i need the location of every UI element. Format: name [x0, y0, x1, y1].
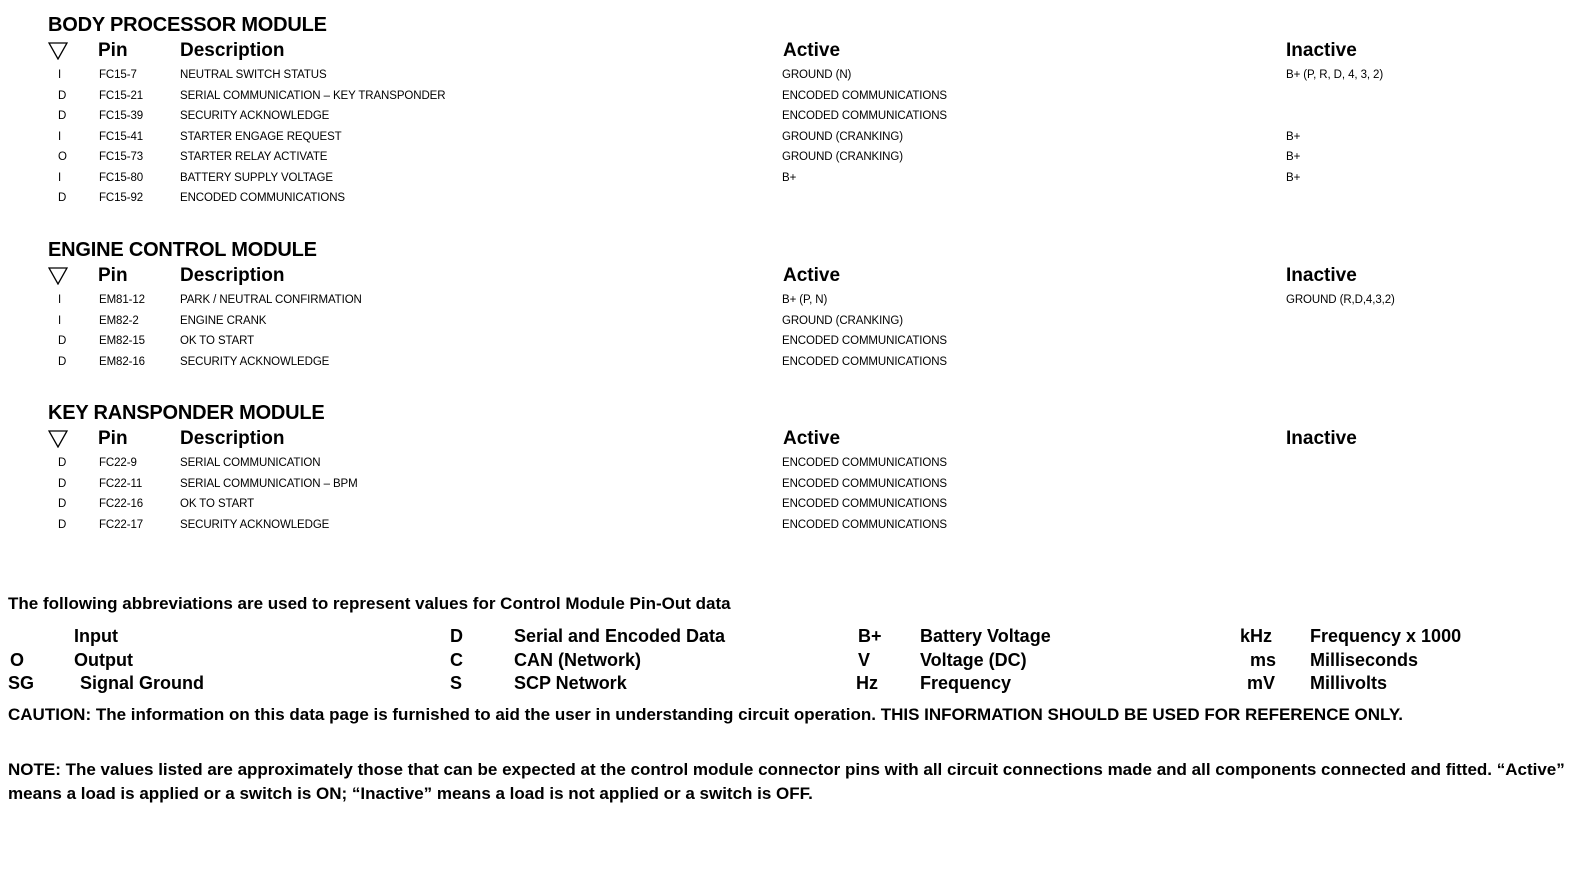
table-row: [48, 516, 1538, 537]
table-header: [48, 426, 1538, 454]
module-engine-control: [48, 237, 1538, 373]
pin-type: D: [58, 355, 67, 368]
active-value: GROUND (N): [782, 69, 852, 81]
abbr-code: kHz: [1240, 626, 1273, 646]
pin-number: FC22-11: [99, 477, 143, 490]
table-row: [48, 128, 1538, 149]
table-body: [48, 454, 1538, 536]
table-row: [48, 107, 1538, 128]
pin-description: STARTER RELAY ACTIVATE: [180, 151, 328, 163]
abbr-code: D: [450, 626, 463, 646]
table-row: [48, 291, 1538, 312]
active-value: ENCODED COMMUNICATIONS: [782, 477, 947, 490]
triangle-icon: [48, 42, 68, 60]
abbr-meaning: Output: [74, 650, 133, 670]
pin-description: SERIAL COMMUNICATION – KEY TRANSPONDER: [180, 89, 446, 102]
module-title: KEY RANSPONDER MODULE: [48, 402, 325, 424]
header-active: Active: [783, 40, 841, 61]
table-row: [48, 148, 1538, 169]
active-value: ENCODED COMMUNICATIONS: [782, 335, 947, 347]
header-inactive: Inactive: [1286, 265, 1357, 286]
caution-text: CAUTION: The information on this data page is furnished to aid the user in understanding circuit operation. THIS INFORMATION SHOULD BE USED FOR REFERENCE ONLY.: [8, 705, 1404, 724]
active-value: ENCODED COMMUNICATIONS: [782, 498, 947, 510]
pin-number: EM81-12: [99, 294, 145, 306]
table-row: [48, 189, 1538, 210]
pin-type: I: [58, 171, 62, 184]
pin-number: FC15-39: [99, 110, 144, 122]
active-value: ENCODED COMMUNICATIONS: [782, 355, 947, 368]
pin-type: D: [58, 457, 67, 469]
abbreviations-intro: The following abbreviations are used to represent values for Control Module Pin-Out data: [8, 594, 731, 613]
table-row: [48, 353, 1538, 374]
pin-number: EM82-15: [99, 335, 145, 347]
pin-type: D: [58, 335, 67, 347]
header-pin: Pin: [98, 428, 128, 449]
pin-description: BATTERY SUPPLY VOLTAGE: [180, 171, 333, 184]
pin-description: SECURITY ACKNOWLEDGE: [180, 518, 330, 531]
abbr-code: O: [10, 650, 25, 670]
pin-type: D: [58, 477, 67, 490]
abbr-meaning: Frequency: [920, 673, 1012, 693]
pin-number: FC15-7: [99, 69, 137, 81]
table-row: [48, 87, 1538, 108]
abbr-meaning: Frequency x 1000: [1310, 626, 1462, 646]
pin-number: EM82-2: [99, 314, 139, 327]
abbr-code: C: [450, 650, 463, 670]
pin-number: FC15-73: [99, 151, 144, 163]
pin-description: OK TO START: [180, 335, 255, 347]
abbr-meaning: Voltage (DC): [920, 650, 1027, 670]
pin-number: FC15-41: [99, 130, 144, 143]
abbr-code: Hz: [856, 673, 878, 693]
active-value: ENCODED COMMUNICATIONS: [782, 457, 947, 469]
pin-description: SECURITY ACKNOWLEDGE: [180, 355, 330, 368]
abbr-code: S: [450, 673, 463, 693]
abbr-meaning: SCP Network: [514, 673, 627, 693]
table-row: [48, 169, 1538, 190]
abbr-code: SG: [8, 673, 35, 693]
pin-type: D: [58, 89, 67, 102]
module-key-transponder: [48, 400, 1538, 536]
pin-number: FC22-17: [99, 518, 144, 531]
active-value: GROUND (CRANKING): [782, 314, 903, 327]
pin-description: OK TO START: [180, 498, 255, 510]
abbr-code: B+: [858, 626, 882, 646]
header-active: Active: [783, 265, 841, 286]
pin-description: SECURITY ACKNOWLEDGE: [180, 110, 330, 122]
abbr-code: ms: [1250, 650, 1277, 670]
pin-type: D: [58, 498, 67, 510]
table-row: [48, 475, 1538, 496]
table-header: [48, 263, 1538, 291]
abbr-meaning: Battery Voltage: [920, 626, 1051, 646]
abbr-meaning: Signal Ground: [80, 673, 204, 693]
header-active: Active: [783, 428, 841, 449]
inactive-value: B+: [1286, 130, 1301, 143]
table-row: [48, 454, 1538, 475]
abbr-code: V: [858, 650, 871, 670]
module-title: BODY PROCESSOR MODULE: [48, 14, 327, 36]
inactive-value: B+: [1286, 171, 1301, 184]
table-header: [48, 38, 1538, 66]
header-inactive: Inactive: [1286, 40, 1357, 61]
abbr-code: mV: [1247, 673, 1276, 693]
module-title: ENGINE CONTROL MODULE: [48, 239, 317, 261]
triangle-icon: [48, 267, 68, 285]
pin-number: FC22-16: [99, 498, 144, 510]
table-body: [48, 291, 1538, 373]
pin-type: I: [58, 294, 62, 306]
pin-description: ENCODED COMMUNICATIONS: [180, 192, 345, 204]
pin-type: O: [58, 151, 67, 163]
header-description: Description: [180, 265, 285, 286]
pin-description: STARTER ENGAGE REQUEST: [180, 130, 342, 143]
pin-number: EM82-16: [99, 355, 145, 368]
table-body: [48, 66, 1538, 210]
abbr-meaning: Milliseconds: [1310, 650, 1419, 670]
active-value: GROUND (CRANKING): [782, 151, 903, 163]
active-value: ENCODED COMMUNICATIONS: [782, 518, 947, 531]
table-row: [48, 66, 1538, 87]
pin-description: SERIAL COMMUNICATION – BPM: [180, 477, 358, 490]
inactive-value: B+ (P, R, D, 4, 3, 2): [1286, 69, 1384, 81]
header-pin: Pin: [98, 265, 128, 286]
pin-description: PARK / NEUTRAL CONFIRMATION: [180, 294, 362, 306]
triangle-icon: [48, 430, 68, 448]
pin-description: ENGINE CRANK: [180, 314, 267, 327]
table-row: [48, 332, 1538, 353]
inactive-value: GROUND (R,D,4,3,2): [1286, 294, 1395, 306]
active-value: B+: [782, 171, 797, 184]
abbr-meaning: Millivolts: [1310, 673, 1388, 693]
pin-number: FC22-9: [99, 457, 137, 469]
pin-type: I: [58, 130, 62, 143]
module-body-processor: [48, 12, 1538, 210]
active-value: ENCODED COMMUNICATIONS: [782, 110, 947, 122]
header-pin: Pin: [98, 40, 128, 61]
pin-number: FC15-21: [99, 89, 144, 102]
active-value: ENCODED COMMUNICATIONS: [782, 89, 947, 102]
abbr-meaning: CAN (Network): [514, 650, 642, 670]
active-value: B+ (P, N): [782, 294, 828, 306]
inactive-value: B+: [1286, 151, 1301, 163]
pin-description: NEUTRAL SWITCH STATUS: [180, 69, 327, 81]
header-inactive: Inactive: [1286, 428, 1357, 449]
pin-type: D: [58, 110, 67, 122]
pin-number: FC15-80: [99, 171, 144, 184]
pin-type: D: [58, 518, 67, 531]
abbr-meaning: Input: [74, 626, 118, 646]
header-description: Description: [180, 40, 285, 61]
pin-type: I: [58, 69, 62, 81]
header-description: Description: [180, 428, 285, 449]
pin-type: I: [58, 314, 62, 327]
note-text: NOTE: The values listed are approximately those that can be expected at the control module connector pins with all circuit connections made and all components connected and fitted. “Active” means a load is applied or a switch is ON; “Inactive” means a load is not applied or a switch is OFF.: [8, 760, 1565, 803]
table-row: [48, 312, 1538, 333]
pin-type: D: [58, 192, 67, 204]
table-row: [48, 495, 1538, 516]
abbr-meaning: Serial and Encoded Data: [514, 626, 726, 646]
active-value: GROUND (CRANKING): [782, 130, 903, 143]
pin-description: SERIAL COMMUNICATION: [180, 457, 321, 469]
pin-number: FC15-92: [99, 192, 144, 204]
